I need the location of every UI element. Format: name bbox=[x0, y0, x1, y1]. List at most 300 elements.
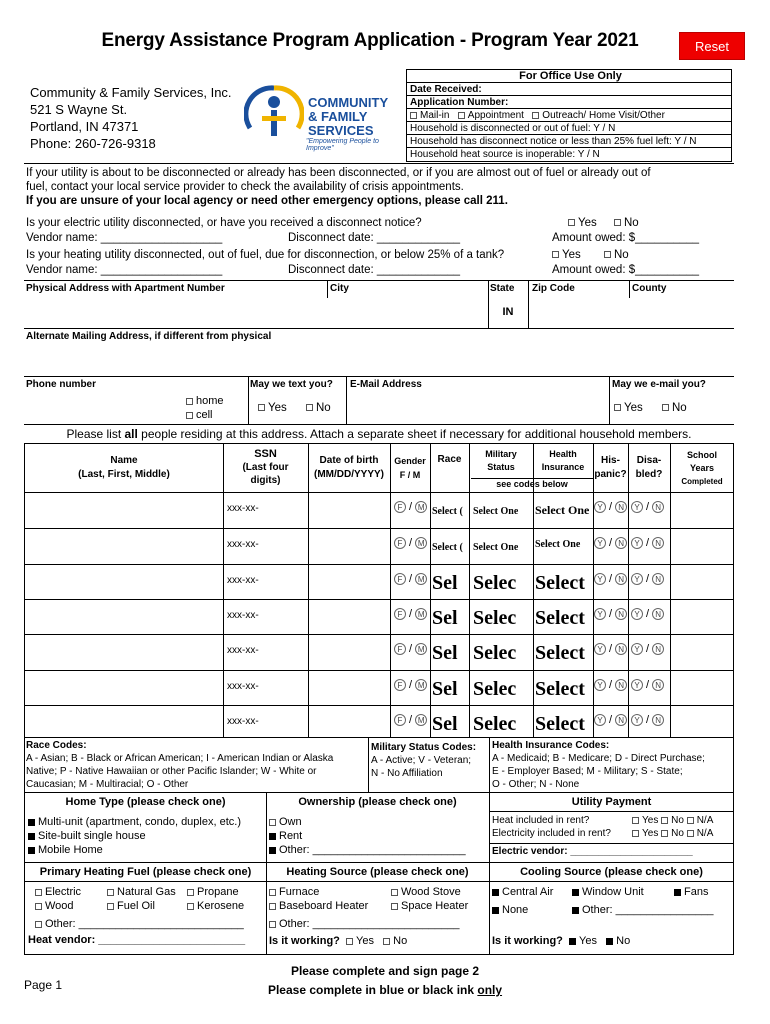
col-health-sub: Insurance bbox=[541, 462, 585, 472]
row-name-input[interactable] bbox=[25, 564, 223, 599]
col-dob-label: Date of birth bbox=[319, 455, 379, 466]
cell-phone-checkbox[interactable] bbox=[186, 412, 193, 419]
no-label: No bbox=[671, 815, 684, 826]
row-name-input[interactable] bbox=[25, 599, 223, 634]
row-military-select[interactable]: Select One bbox=[473, 506, 519, 517]
row-military-select[interactable]: Selec bbox=[473, 642, 517, 664]
cooling-options bbox=[492, 885, 732, 917]
row-gender: F / M bbox=[394, 714, 427, 726]
table-row bbox=[25, 564, 734, 599]
electric-vendor-field[interactable]: Vendor name: ___________________ bbox=[26, 232, 223, 244]
hispanic-no-radio[interactable]: N bbox=[615, 573, 627, 585]
electric-fuel-label: Electric bbox=[45, 886, 82, 898]
col-race: Race bbox=[437, 454, 462, 465]
col-name bbox=[25, 454, 223, 482]
no-label: No bbox=[671, 828, 684, 839]
multi-unit-checkbox[interactable] bbox=[28, 819, 35, 826]
no-cooling-checkbox[interactable] bbox=[492, 907, 499, 914]
email-permission-label: May we e-mail you? bbox=[612, 379, 706, 390]
row-gender: F / M bbox=[394, 573, 427, 585]
disabled-yes-radio[interactable]: Y bbox=[631, 714, 643, 726]
row-gender: F / M bbox=[394, 537, 427, 549]
mail-in-label: Mail-in bbox=[420, 110, 450, 121]
male-radio[interactable]: M bbox=[415, 679, 427, 691]
text-no-checkbox[interactable] bbox=[306, 404, 313, 411]
row-name-input[interactable] bbox=[25, 634, 223, 669]
home-phone-checkbox[interactable] bbox=[186, 398, 193, 405]
disabled-no-radio[interactable]: N bbox=[652, 679, 664, 691]
disabled-no-radio[interactable]: N bbox=[652, 643, 664, 655]
wood-stove-checkbox[interactable] bbox=[391, 889, 398, 896]
application-number: Application Number: bbox=[407, 96, 731, 109]
row-race-select[interactable]: Sel bbox=[432, 642, 458, 664]
electric-yes-checkbox[interactable] bbox=[568, 219, 575, 226]
col-hispanic-label: His- bbox=[601, 455, 620, 466]
cooling-working-label: Is it working? bbox=[492, 935, 563, 947]
row-school-input[interactable] bbox=[674, 564, 734, 599]
no-label: No bbox=[315, 402, 331, 414]
row-disabled: Y / N bbox=[631, 537, 664, 549]
yes-label: Yes bbox=[642, 815, 659, 826]
row-school-input[interactable] bbox=[674, 705, 734, 740]
electric-vendor-input[interactable]: Electric vendor: ______________________ bbox=[492, 846, 693, 857]
yes-label: Yes bbox=[642, 828, 659, 839]
female-radio[interactable]: F bbox=[394, 679, 406, 691]
electric-no-checkbox[interactable] bbox=[614, 219, 621, 226]
heating-section bbox=[24, 863, 734, 955]
window-unit-label: Window Unit bbox=[582, 886, 644, 898]
row-military-select[interactable]: Selec bbox=[473, 572, 517, 594]
disabled-yes-radio[interactable]: Y bbox=[631, 573, 643, 585]
household-intro bbox=[24, 427, 734, 441]
table-row bbox=[25, 492, 734, 527]
space-heater-label: Space Heater bbox=[401, 900, 469, 912]
heat-na-checkbox[interactable] bbox=[687, 817, 694, 824]
row-hispanic: Y / N bbox=[594, 573, 627, 585]
reset-button[interactable]: Reset bbox=[679, 32, 745, 60]
furnace-label: Furnace bbox=[279, 886, 320, 898]
ownership-header: Ownership (please check one) bbox=[298, 796, 457, 808]
natural-gas-label: Natural Gas bbox=[117, 886, 176, 898]
row-dob-input[interactable] bbox=[312, 564, 388, 599]
electric-fuel-checkbox[interactable] bbox=[35, 889, 42, 896]
furnace-checkbox[interactable] bbox=[269, 889, 276, 896]
table-row bbox=[25, 634, 734, 669]
cool-working-yes[interactable] bbox=[569, 938, 576, 945]
propane-checkbox[interactable] bbox=[187, 889, 194, 896]
intro-text bbox=[26, 166, 736, 208]
agency-logo bbox=[244, 84, 404, 154]
phone-label: Phone number bbox=[26, 379, 97, 390]
row-race-select[interactable]: Sel bbox=[432, 607, 458, 629]
row-gender: F / M bbox=[394, 643, 427, 655]
row-health-select[interactable]: Select One bbox=[535, 539, 581, 550]
other-heat-input[interactable]: Other: ________________________ bbox=[279, 918, 460, 930]
yes-label: Yes bbox=[578, 217, 597, 229]
race-codes-3: Caucasian; M - Multiracial; O - Other bbox=[26, 779, 189, 790]
col-disabled-sub: bled? bbox=[635, 469, 663, 480]
electric-question-text: Is your electric utility disconnected, or have you received a disconnect notice? bbox=[26, 217, 422, 229]
row-school-input[interactable] bbox=[674, 528, 734, 563]
row-ssn-input[interactable]: xxx-xx- bbox=[227, 575, 259, 586]
row-school-input[interactable] bbox=[674, 634, 734, 669]
row-race-select[interactable]: Select ( bbox=[432, 506, 463, 517]
no-label: No bbox=[671, 402, 687, 414]
mobile-home-checkbox[interactable] bbox=[28, 847, 35, 854]
cell-label: cell bbox=[196, 409, 213, 421]
heat-working-no[interactable] bbox=[383, 938, 390, 945]
row-health-select[interactable]: Select bbox=[535, 678, 585, 700]
yes-label: Yes bbox=[624, 402, 643, 414]
email-yes-checkbox[interactable] bbox=[614, 404, 621, 411]
natural-gas-checkbox[interactable] bbox=[107, 889, 114, 896]
intro-line-3: If you are unsure of your local agency or need other emergency options, please call 211. bbox=[26, 195, 508, 207]
hispanic-no-radio[interactable]: N bbox=[615, 643, 627, 655]
central-air-checkbox[interactable] bbox=[492, 889, 499, 896]
col-name-sub: (Last, First, Middle) bbox=[78, 469, 170, 480]
hispanic-yes-radio[interactable]: Y bbox=[594, 573, 606, 585]
agency-name: Community & Family Services, Inc. bbox=[30, 85, 232, 100]
fuel-oil-checkbox[interactable] bbox=[107, 903, 114, 910]
col-dob bbox=[308, 454, 390, 482]
home-type-options bbox=[28, 815, 241, 857]
county-label: County bbox=[632, 283, 667, 294]
email-no-checkbox[interactable] bbox=[662, 404, 669, 411]
logo-text-2: & FAMILY bbox=[308, 109, 368, 124]
row-health-select[interactable]: Select One bbox=[535, 503, 590, 517]
cool-working-no[interactable] bbox=[606, 938, 613, 945]
agency-city: Portland, IN 47371 bbox=[30, 119, 139, 134]
row-hispanic: Y / N bbox=[594, 608, 627, 620]
no-label: No bbox=[624, 217, 639, 229]
site-built-label: Site-built single house bbox=[38, 830, 146, 842]
central-air-label: Central Air bbox=[502, 886, 554, 898]
col-ssn-sub: (Last four bbox=[242, 462, 289, 473]
disabled-no-radio[interactable]: N bbox=[652, 501, 664, 513]
col-hispanic bbox=[593, 454, 628, 482]
no-cooling-label: None bbox=[502, 904, 529, 916]
row-military-select[interactable]: Select One bbox=[473, 542, 519, 553]
other-fuel-input[interactable]: Other: ___________________________ bbox=[45, 918, 244, 930]
baseboard-label: Baseboard Heater bbox=[279, 900, 369, 912]
row-military-select[interactable]: Selec bbox=[473, 678, 517, 700]
female-radio[interactable]: F bbox=[394, 608, 406, 620]
heat-working bbox=[269, 935, 407, 947]
row-name-input[interactable] bbox=[25, 670, 223, 705]
row-health-select[interactable]: Select bbox=[535, 607, 585, 629]
male-radio[interactable]: M bbox=[415, 501, 427, 513]
heat-working-yes[interactable] bbox=[346, 938, 353, 945]
row-ssn-input[interactable]: xxx-xx- bbox=[227, 610, 259, 621]
row-school-input[interactable] bbox=[674, 599, 734, 634]
rent-checkbox[interactable] bbox=[269, 833, 276, 840]
hispanic-yes-radio[interactable]: Y bbox=[594, 537, 606, 549]
heating-amount-owed[interactable]: Amount owed: $__________ bbox=[552, 264, 700, 276]
col-military-sub: Status bbox=[487, 462, 515, 472]
fuel-oil-label: Fuel Oil bbox=[117, 900, 155, 912]
heat-included-label: Heat included in rent? bbox=[492, 815, 590, 826]
col-school-sub: Years bbox=[689, 463, 715, 473]
row-dob-input[interactable] bbox=[312, 528, 388, 563]
multi-unit-label: Multi-unit (apartment, condo, duplex, etc.) bbox=[38, 816, 241, 828]
row-hispanic: Y / N bbox=[594, 537, 627, 549]
page-title: Energy Assistance Program Application - Program Year 2021 bbox=[101, 30, 639, 51]
text-yes-no bbox=[258, 401, 331, 415]
no-label: No bbox=[614, 249, 629, 261]
office-use-box bbox=[406, 69, 732, 162]
heating-question bbox=[26, 248, 736, 262]
heat-vendor-input[interactable]: Heat vendor: ________________________ bbox=[28, 934, 246, 946]
fans-label: Fans bbox=[684, 886, 709, 898]
rent-label: Rent bbox=[279, 830, 303, 842]
state-value: IN bbox=[502, 306, 514, 318]
row-disabled: Y / N bbox=[631, 501, 664, 513]
row-dob-input[interactable] bbox=[312, 705, 388, 740]
physical-address-label: Physical Address with Apartment Number bbox=[26, 283, 225, 294]
col-school bbox=[670, 449, 734, 488]
fans-checkbox[interactable] bbox=[674, 889, 681, 896]
hispanic-yes-radio[interactable]: Y bbox=[594, 679, 606, 691]
row-race-select[interactable]: Sel bbox=[432, 572, 458, 594]
disabled-yes-radio[interactable]: Y bbox=[631, 501, 643, 513]
own-checkbox[interactable] bbox=[269, 819, 276, 826]
row-military-select[interactable]: Selec bbox=[473, 713, 517, 735]
other-fuel-checkbox[interactable] bbox=[35, 921, 42, 928]
row-school-input[interactable] bbox=[674, 670, 734, 705]
fuel-options bbox=[35, 885, 265, 913]
hispanic-yes-radio[interactable]: Y bbox=[594, 643, 606, 655]
household-intro-all: all bbox=[124, 427, 138, 441]
electricity-included-label: Electricity included in rent? bbox=[492, 828, 611, 839]
baseboard-checkbox[interactable] bbox=[269, 903, 276, 910]
heating-source-header: Heating Source (please check one) bbox=[286, 866, 469, 878]
logo-text-1: COMMUNITY bbox=[308, 95, 389, 110]
footer-instructions bbox=[200, 962, 570, 1000]
col-military-label: Military bbox=[485, 449, 517, 459]
female-radio[interactable]: F bbox=[394, 537, 406, 549]
row-race-select[interactable]: Sel bbox=[432, 678, 458, 700]
row-race-select[interactable]: Select ( bbox=[432, 542, 463, 553]
row-gender: F / M bbox=[394, 608, 427, 620]
hispanic-yes-radio[interactable]: Y bbox=[594, 714, 606, 726]
row-health-select[interactable]: Select bbox=[535, 713, 585, 735]
na-label: N/A bbox=[696, 828, 714, 839]
health-codes bbox=[492, 739, 705, 791]
hispanic-no-radio[interactable]: N bbox=[615, 501, 627, 513]
home-label: home bbox=[196, 395, 224, 407]
female-radio[interactable]: F bbox=[394, 501, 406, 513]
space-heater-checkbox[interactable] bbox=[391, 903, 398, 910]
col-gender bbox=[390, 454, 430, 482]
heat-working-label: Is it working? bbox=[269, 935, 340, 947]
hispanic-yes-radio[interactable]: Y bbox=[594, 608, 606, 620]
disabled-yes-radio[interactable]: Y bbox=[631, 608, 643, 620]
col-school-sub2: Completed bbox=[681, 477, 723, 486]
row-race-select[interactable]: Sel bbox=[432, 713, 458, 735]
site-built-checkbox[interactable] bbox=[28, 833, 35, 840]
wood-fuel-checkbox[interactable] bbox=[35, 903, 42, 910]
health-codes-1: A - Medicaid; B - Medicare; D - Direct Purchase; bbox=[492, 753, 705, 764]
heating-vendor-row bbox=[26, 263, 736, 277]
cooling-working bbox=[492, 935, 630, 947]
codes-section bbox=[24, 738, 734, 793]
electric-amount-owed[interactable]: Amount owed: $__________ bbox=[552, 232, 700, 244]
row-health-select[interactable]: Select bbox=[535, 642, 585, 664]
male-radio[interactable]: M bbox=[415, 608, 427, 620]
heating-no-checkbox[interactable] bbox=[604, 251, 611, 258]
heating-yes-checkbox[interactable] bbox=[552, 251, 559, 258]
window-unit-checkbox[interactable] bbox=[572, 889, 579, 896]
home-type-header: Home Type (please check one) bbox=[65, 796, 226, 808]
disconnect-notice-status: Household has disconnect notice or less than 25% fuel left: Y / N bbox=[407, 135, 731, 148]
disabled-yes-radio[interactable]: Y bbox=[631, 537, 643, 549]
phone-type bbox=[186, 394, 224, 422]
row-dob-input[interactable] bbox=[312, 670, 388, 705]
table-row bbox=[25, 705, 734, 740]
yes-label: Yes bbox=[268, 402, 287, 414]
row-dob-input[interactable] bbox=[312, 634, 388, 669]
row-gender: F / M bbox=[394, 501, 427, 513]
heating-disconnect-date[interactable]: Disconnect date: _____________ bbox=[288, 264, 461, 276]
elec-no-checkbox[interactable] bbox=[661, 830, 668, 837]
home-section bbox=[24, 793, 734, 863]
row-ssn-input[interactable]: xxx-xx- bbox=[227, 645, 259, 656]
hispanic-no-radio[interactable]: N bbox=[615, 714, 627, 726]
other-ownership-label: Other: _________________________ bbox=[279, 844, 466, 856]
disabled-no-radio[interactable]: N bbox=[652, 537, 664, 549]
male-radio[interactable]: M bbox=[415, 714, 427, 726]
col-ssn bbox=[223, 448, 308, 487]
zip-label: Zip Code bbox=[532, 283, 575, 294]
female-radio[interactable]: F bbox=[394, 714, 406, 726]
col-gender-sub: F / M bbox=[399, 470, 421, 480]
see-codes-label: see codes below bbox=[471, 478, 593, 489]
na-label: N/A bbox=[696, 815, 714, 826]
elec-yes-checkbox[interactable] bbox=[632, 830, 639, 837]
row-disabled: Y / N bbox=[631, 573, 664, 585]
col-dob-sub: (MM/DD/YYYY) bbox=[314, 469, 384, 480]
no-label: No bbox=[616, 935, 631, 947]
hispanic-no-radio[interactable]: N bbox=[615, 679, 627, 691]
electric-disconnect-date[interactable]: Disconnect date: _____________ bbox=[288, 232, 461, 244]
row-ssn-input[interactable]: xxx-xx- bbox=[227, 503, 259, 514]
yes-label: Yes bbox=[562, 249, 581, 261]
row-dob-input[interactable] bbox=[312, 492, 388, 527]
disabled-yes-radio[interactable]: Y bbox=[631, 679, 643, 691]
heating-source-options bbox=[269, 885, 487, 913]
utility-questions bbox=[492, 814, 732, 840]
date-received: Date Received: bbox=[407, 83, 731, 96]
col-health-label: Health bbox=[549, 449, 577, 459]
other-heat-source bbox=[269, 918, 459, 930]
male-radio[interactable]: M bbox=[415, 643, 427, 655]
office-use-header: For Office Use Only bbox=[407, 70, 731, 83]
disabled-no-radio[interactable]: N bbox=[652, 608, 664, 620]
col-school-label: School bbox=[686, 450, 717, 460]
agency-street: 521 S Wayne St. bbox=[30, 102, 128, 117]
other-cooling-input[interactable]: Other: ________________ bbox=[582, 904, 714, 916]
row-gender: F / M bbox=[394, 679, 427, 691]
table-row bbox=[25, 528, 734, 563]
logo-text-3: SERVICES bbox=[308, 123, 374, 138]
heat-yes-checkbox[interactable] bbox=[632, 817, 639, 824]
yes-label: Yes bbox=[356, 935, 374, 947]
text-permission-label: May we text you? bbox=[250, 379, 333, 390]
row-ssn-input[interactable]: xxx-xx- bbox=[227, 716, 259, 727]
text-yes-checkbox[interactable] bbox=[258, 404, 265, 411]
race-codes-1: A - Asian; B - Black or African American; I - American Indian or Alaska bbox=[26, 753, 334, 764]
page-number: Page 1 bbox=[24, 978, 63, 992]
household-table bbox=[24, 443, 734, 738]
footer-line-2: Please complete in blue or black ink bbox=[267, 983, 478, 997]
other-ownership-checkbox[interactable] bbox=[269, 847, 276, 854]
kerosene-checkbox[interactable] bbox=[187, 903, 194, 910]
race-codes-header: Race Codes: bbox=[26, 740, 87, 751]
col-ssn-sub2: digits) bbox=[250, 475, 281, 486]
row-disabled: Y / N bbox=[631, 608, 664, 620]
row-name-input[interactable] bbox=[25, 705, 223, 740]
agency-phone: Phone: 260-726-9318 bbox=[30, 136, 156, 151]
propane-label: Propane bbox=[197, 886, 239, 898]
hispanic-yes-radio[interactable]: Y bbox=[594, 501, 606, 513]
email-yes-no bbox=[614, 401, 687, 415]
own-label: Own bbox=[279, 816, 302, 828]
electric-question bbox=[26, 216, 736, 230]
outreach-label: Outreach/ Home Visit/Other bbox=[542, 110, 665, 121]
row-name-input[interactable] bbox=[25, 492, 223, 527]
row-hispanic: Y / N bbox=[594, 643, 627, 655]
col-ssn-label: SSN bbox=[254, 448, 277, 460]
female-radio[interactable]: F bbox=[394, 643, 406, 655]
heating-vendor-field[interactable]: Vendor name: ___________________ bbox=[26, 264, 223, 276]
hispanic-no-radio[interactable]: N bbox=[615, 608, 627, 620]
row-disabled: Y / N bbox=[631, 679, 664, 691]
kerosene-label: Kerosene bbox=[197, 900, 245, 912]
other-heat-checkbox[interactable] bbox=[269, 921, 276, 928]
no-label: No bbox=[393, 935, 408, 947]
military-codes bbox=[371, 741, 476, 780]
row-health-select[interactable]: Select bbox=[535, 572, 585, 594]
row-school-input[interactable] bbox=[674, 492, 734, 527]
city-label: City bbox=[330, 283, 349, 294]
race-codes bbox=[26, 739, 333, 791]
heat-no-checkbox[interactable] bbox=[661, 817, 668, 824]
other-cooling-checkbox[interactable] bbox=[572, 907, 579, 914]
row-disabled: Y / N bbox=[631, 643, 664, 655]
logo-tagline: "Empowering People to Improve" bbox=[306, 138, 379, 152]
male-radio[interactable]: M bbox=[415, 537, 427, 549]
female-radio[interactable]: F bbox=[394, 573, 406, 585]
cooling-source-header: Cooling Source (please check one) bbox=[520, 866, 703, 878]
utility-payment-header: Utility Payment bbox=[571, 796, 652, 808]
row-name-input[interactable] bbox=[25, 528, 223, 563]
military-codes-header: Military Status Codes: bbox=[371, 742, 477, 753]
row-ssn-input[interactable]: xxx-xx- bbox=[227, 681, 259, 692]
disabled-yes-radio[interactable]: Y bbox=[631, 643, 643, 655]
row-military-select[interactable]: Selec bbox=[473, 607, 517, 629]
disabled-no-radio[interactable]: N bbox=[652, 573, 664, 585]
col-health bbox=[533, 448, 593, 474]
row-ssn-input[interactable]: xxx-xx- bbox=[227, 539, 259, 550]
intro-line-1: If your utility is about to be disconnected or already has been disconnected, or if you are almost out of fuel or already out of bbox=[26, 167, 651, 179]
hispanic-no-radio[interactable]: N bbox=[615, 537, 627, 549]
elec-na-checkbox[interactable] bbox=[687, 830, 694, 837]
heat-inoperable-status: Household heat source is inoperable: Y / N bbox=[410, 149, 600, 160]
row-dob-input[interactable] bbox=[312, 599, 388, 634]
col-disabled bbox=[628, 454, 670, 482]
disabled-no-radio[interactable]: N bbox=[652, 714, 664, 726]
male-radio[interactable]: M bbox=[415, 573, 427, 585]
